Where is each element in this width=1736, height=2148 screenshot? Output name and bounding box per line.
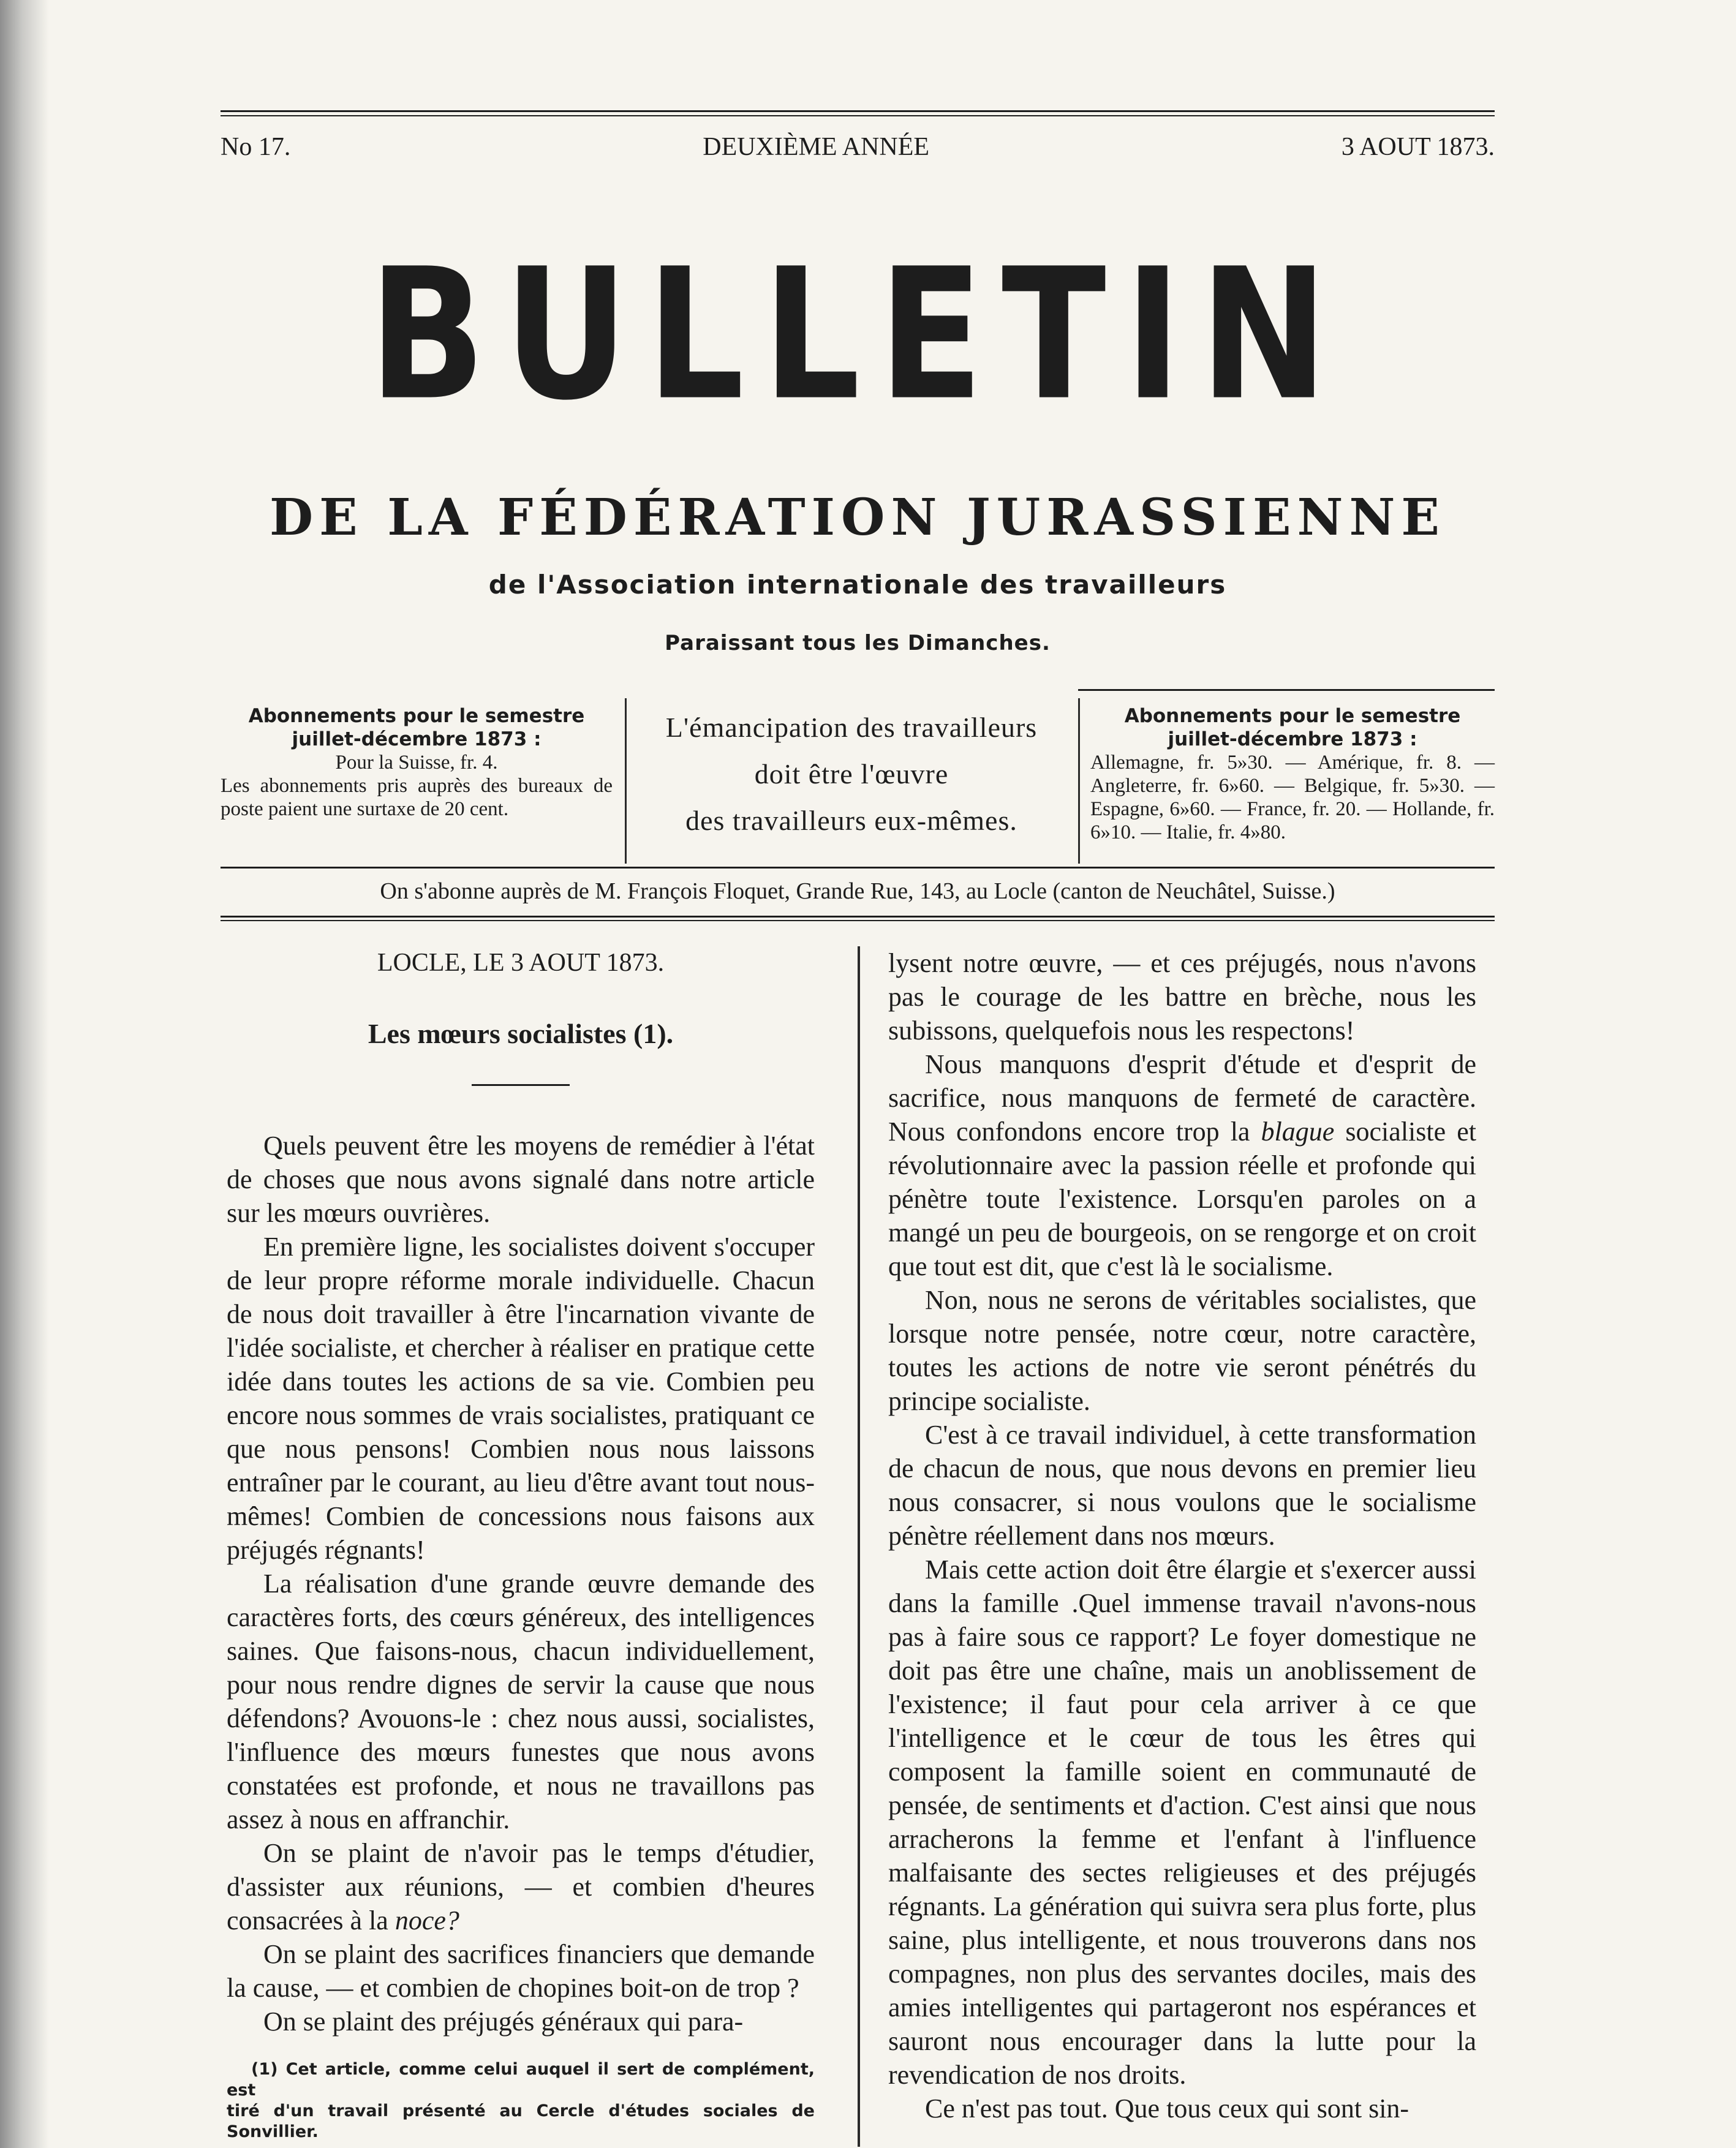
article-paragraph-continued: lysent notre œuvre, — et ces préjugés, nous n'avons pas le courage de les battre en brèche, nous les subissons, quelquefois nous les respectons!	[888, 948, 1476, 1046]
article-column-left	[227, 946, 815, 2142]
subscribe-bottom-rule-thin	[221, 920, 1495, 921]
motto-line-2: doit être l'œuvre	[754, 758, 949, 789]
box-top-rule	[1078, 689, 1495, 691]
title-separator	[472, 1084, 570, 1086]
article-paragraph: On se plaint des sacrifices financiers que demande la cause, — et combien de chopines boit-on de trop ?	[227, 1939, 815, 2003]
box-divider-right	[1078, 698, 1080, 864]
article-paragraph-noce	[227, 1836, 815, 1937]
subscription-heading: Abonnements pour le semestre	[248, 705, 585, 727]
masthead-association: de l'Association internationale des travailleurs	[488, 570, 1227, 600]
subscription-rates-abroad: Allemagne, fr. 5»30. — Amérique, fr. 8. — Angleterre, fr. 6»60. — Belgique, fr. 5»30. — Espagne, 6»60. — France, fr. 20. — Hollande, fr. 6»10. — Italie, fr. 4»80.	[1090, 752, 1495, 843]
blague-text-after: socialiste et révolutionnaire avec la passion réelle et profonde qui pénètre toute l'existence. Lorsqu'en paroles on a mangé un peu de bourgeois, on se rengorge et on croit que tout est dit, que c'est là le socialisme.	[888, 1117, 1476, 1281]
masthead-subtitle: DE LA FÉDÉRATION JURASSIENNE	[270, 488, 1446, 547]
article-paragraph: Mais cette action doit être élargie et s'exercer aussi dans la famille .Quel immense travail n'avons-nous pas à faire sous ce rapport? Le foyer domestique ne doit pas être une chaîne, mais un anoblissement de l'existence; il faut pour cela arriver à ce que l'intelligence et le cœur de tous les êtres qui composent la famille soient en communauté de pensée, de sentiments et d'action. C'est ainsi que nous arracherons la femme et l'enfant à l'influence malfaisante des sectes religieuses et des préjugés régnants. La génération qui suivra sera plus forte, plus saine, plus intelligente, et nous trouverons dans nos compagnes, non plus des servantes dociles, mais des amies intelligentes qui partageront nos espérances et sauront nous encourager dans la lutte pour la revendication de nos droits.	[888, 1554, 1476, 2090]
issue-date: 3 AOUT 1873.	[1341, 133, 1495, 161]
article-paragraph: C'est à ce travail individuel, à cette transformation de chacun de nous, que nous devons en premier lieu nous consacrer, si nous voulons que le socialisme pénètre réellement dans nos mœurs.	[888, 1420, 1476, 1551]
top-rule-thin	[221, 115, 1495, 116]
article-paragraph: On se plaint des préjugés généraux qui para-	[263, 2007, 744, 2037]
article-paragraph: Ce n'est pas tout. Que tous ceux qui sont sin-	[925, 2093, 1410, 2124]
article-column-right	[888, 946, 1476, 2125]
top-rule	[221, 110, 1495, 112]
noce-text: On se plaint de n'avoir pas le temps d'étudier, d'assister aux réunions, — et combien d'heures consacrées à la	[227, 1838, 815, 1935]
footnote-line-2: tiré d'un travail présenté au Cercle d'études sociales de Sonvillier.	[227, 2101, 815, 2141]
article-dateline: LOCLE, LE 3 AOUT 1873.	[377, 949, 665, 977]
article-paragraph-blague	[888, 1047, 1476, 1283]
page-edge-shadow	[0, 0, 49, 2148]
article-paragraph: Non, nous ne serons de véritables socialistes, que lorsque notre pensée, notre cœur, notre caractère, toutes les actions de notre vie seront pénétrés du principe socialiste.	[888, 1285, 1476, 1416]
issue-number: No 17.	[221, 133, 291, 161]
article-title: Les mœurs socialistes (1).	[368, 1018, 674, 1049]
subscription-box-abroad	[1090, 704, 1495, 864]
blague-text-before: Nous manquons d'esprit d'étude et d'esprit de sacrifice, nous manquons de fermeté de caractère. Nous confondons encore trop la	[888, 1049, 1476, 1147]
blague-word: blague	[1261, 1117, 1335, 1147]
subscription-period: juillet-décembre 1873 :	[292, 728, 542, 750]
masthead-periodicity: Paraissant tous les Dimanches.	[665, 631, 1051, 655]
subscription-box-switzerland	[221, 704, 613, 864]
subscription-period: juillet-décembre 1873 :	[1168, 728, 1417, 750]
footnote-line-1: (1) Cet article, comme celui auquel il sert de complément, est	[227, 2060, 815, 2100]
article-paragraph: En première ligne, les socialistes doivent s'occuper de leur propre réforme morale individuelle. Chacun de nous doit travailler à être l'incarnation vivante de l'idée socialiste, et chercher à réaliser en pratique cette idée dans toutes les actions de sa vie. Combien peu encore nous sommes de vrais socialistes, pratiquant ce que nous pensons! Combien nous nous laissons entraîner par le courant, au lieu d'être avant tout nous-mêmes! Combien de concessions nous faisons aux préjugés régnants!	[227, 1232, 815, 1565]
article-paragraph: La réalisation d'une grande œuvre demande des caractères forts, des cœurs généreux, des intelligences saines. Que faisons-nous, chacun individuellement, pour nous rendre dignes de servir la cause que nous défendons? Avouons-le : chez nous aussi, socialistes, l'influence des mœurs funestes que nous avons constatées est profonde, et nous ne travaillons pas assez à nous en affranchir.	[227, 1569, 815, 1834]
footnote	[227, 2059, 815, 2142]
masthead-title: BULLETIN	[369, 229, 1346, 440]
subscription-rate-switzerland: Pour la Suisse, fr. 4.	[335, 752, 498, 774]
issue-line	[221, 129, 1495, 165]
publication-year: DEUXIÈME ANNÉE	[703, 133, 930, 161]
motto-box	[637, 704, 1066, 864]
subscription-postal-note: Les abonnements pris auprès des bureaux de poste paient une surtaxe de 20 cent.	[221, 775, 613, 820]
column-divider	[858, 946, 860, 2147]
subscribe-bottom-rule	[221, 916, 1495, 918]
noce-word: noce?	[394, 1905, 459, 1935]
box-divider-left	[625, 698, 627, 864]
subscribe-top-rule	[221, 867, 1495, 869]
motto-line-1: L'émancipation des travailleurs	[665, 712, 1038, 743]
subscribe-address: On s'abonne auprès de M. François Floquet, Grande Rue, 143, au Locle (canton de Neuchâtel, Suisse.)	[380, 878, 1335, 904]
article-paragraph: Quels peuvent être les moyens de remédier à l'état de choses que nous avons signalé dans notre article sur les mœurs ouvrières.	[227, 1131, 815, 1228]
motto-line-3: des travailleurs eux-mêmes.	[685, 805, 1017, 836]
subscription-heading: Abonnements pour le semestre	[1124, 705, 1461, 727]
